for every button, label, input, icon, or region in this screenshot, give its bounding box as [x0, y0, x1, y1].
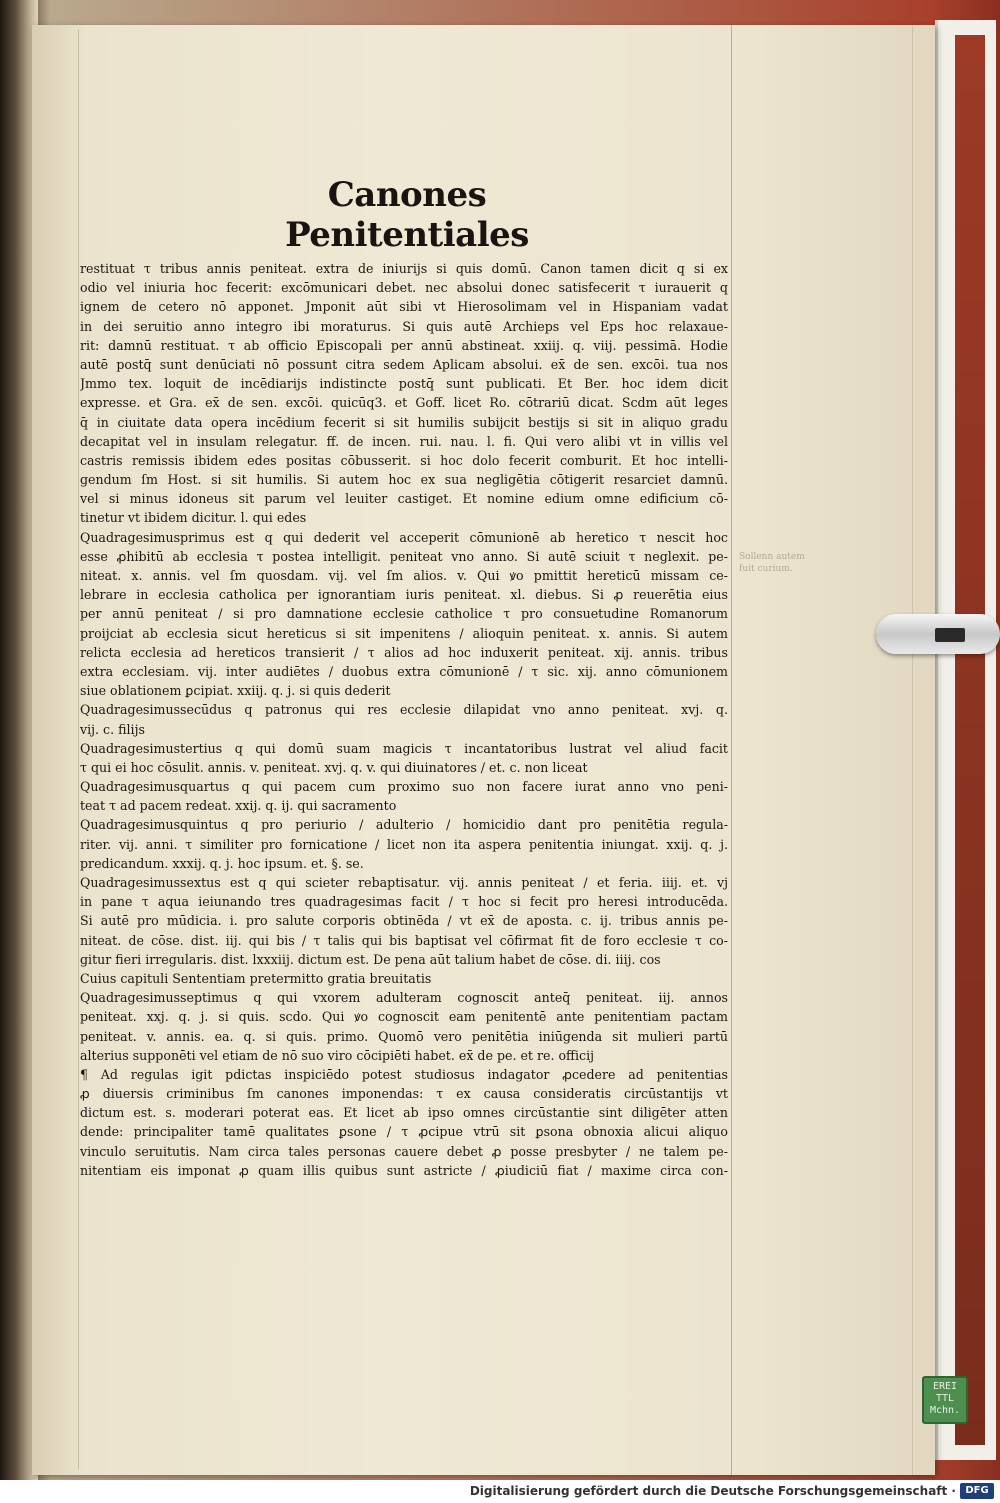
text-line: Si autē pro mūdicia. i. pro salute corporis obtinēda / vt ex̄ de aposta. c. ij. tribus annis pe-	[80, 913, 728, 929]
text-line: extra ecclesiam. vij. inter audiētes / duobus extra cōmunionē / τ sic. xij. anno cōmunionem	[80, 663, 728, 679]
page-rule-right	[731, 25, 732, 1475]
text-line: riter. vij. anni. τ similiter pro fornicatione / licet non ita aspera penitentia iniungat. xxij. q. j.	[80, 836, 728, 852]
text-line: Quadragesimusquintus q pro periurio / adulterio / homicidio dant pro penitētia regula-	[80, 817, 728, 833]
text-line: nitentiam eis imponat ꝓ quam illis quibus sunt astricte / ꝓiudiciū fiat / maxime circa con-	[80, 1162, 728, 1178]
page-rule-outer	[912, 25, 913, 1475]
text-line: in pane τ aqua ieiunando tres quadragesimas facit / τ hoc si fecit pro heresi introducēda.	[80, 894, 728, 910]
marginal-note: Sollenn autem fuit curium.	[739, 552, 805, 574]
text-line: per annū peniteat / si pro damnatione ecclesie catholice τ pro consuetudine Romanorum	[80, 606, 728, 622]
stamp-line: TTL	[935, 1393, 955, 1404]
text-line: Quadragesimusprimus est q qui dederit vel acceperit cōmunionē ab heretico τ nescit hoc	[80, 529, 728, 545]
text-line: decapitat vel in insulam relegatur. ff. de incen. rui. nau. l. fi. Qui vero alibi vt in villis vel	[80, 433, 728, 449]
text-line: vij. c. filijs	[80, 721, 145, 737]
page-text-block	[80, 259, 728, 1180]
footer-bar	[0, 1480, 1000, 1503]
text-line: vinculo seruitutis. Nam circa tales personas cauere debet ꝓ posse presbyter / ne talem pe-	[80, 1143, 728, 1159]
text-line: ignem de cetero nō apponet. Jmponit aūt sibi vt Hierosolimam vel in Hispaniam vadat	[80, 299, 728, 315]
text-line: expresse. et Gra. ex̄ de sen. excōi. quicūq3. et Goff. licet Ro. cōtrariū dicat. Scdm aūt leges	[80, 395, 728, 411]
bookmark-band	[935, 628, 965, 642]
text-line: peniteat. v. annis. ea. q. si quis. primo. Quomō vero penitētia iniūgenda sit mulieri partū	[80, 1028, 728, 1044]
text-line: ¶ Ad regulas igit pdictas inspiciēdo potest studiosus indagator ꝓcedere ad penitentias	[80, 1066, 728, 1082]
text-line: τ qui ei hoc cōsulit. annis. v. peniteat. xvj. q. v. qui diuinatores / et. c. non liceat	[80, 759, 588, 775]
text-line: niteat. x. annis. vel ſm quosdam. vij. vel ſm alios. v. Qui ꝟo pmittit hereticū missam ce-	[80, 568, 728, 583]
text-line: alterius supponēti vel etiam de nō suo viro cōcipiēti habet. ex̄ de pe. et re. officij	[80, 1047, 595, 1063]
text-line: Quadragesimusquartus q qui pacem cum proximo suo non facere iurat anno vno peni-	[80, 779, 728, 795]
text-line: gitur fieri irregularis. dist. lxxxiij. dictum est. De pena aūt talium habet de cōse. di. iiij. cos	[80, 951, 661, 967]
stamp-line: EREI	[932, 1381, 958, 1392]
text-line: Quadragesimusseptimus q qui vxorem adulteram cognoscit anteq̄ peniteat. iij. annos	[80, 990, 728, 1006]
text-line: autē postq̄ sunt denūciati nō possunt citra sedem Aplicam absolui. ex̄ de sen. excōi. tua nos	[80, 356, 728, 372]
text-line: rit: damnū restituat. τ ab officio Episcopali per annū abstineat. xxiij. q. viij. pessimā. Hodie	[80, 337, 728, 353]
text-line: proijciat ab ecclesia sicut hereticus si sit impenitens / alioquin peniteat. x. annis. Si autem	[80, 625, 728, 641]
text-line: q̄ in ciuitate data opera incēdium fecerit si sit humilis subijcit bestijs si sit in aliquo gradu	[80, 414, 728, 430]
text-line: dende: principaliter tamē qualitates ꝑsone / τ ꝓcipue vtrū sit ꝑsona obnoxia alicui aliquo	[80, 1124, 728, 1140]
text-line: teat τ ad pacem redeat. xxij. q. ij. qui sacramento	[80, 798, 397, 814]
text-line: restituat τ tribus annis peniteat. extra de iniurijs si quis domū. Canon tamen dicit q si ex	[80, 261, 728, 276]
book-cover-edge	[955, 35, 985, 1445]
dfg-logo: DFG	[960, 1483, 994, 1499]
text-line: odio vel iniuria hoc fecerit: excōmunicari debet. nec absolui donec satisfecerit τ iurauerit q	[80, 280, 728, 296]
library-stamp	[922, 1376, 968, 1424]
text-line: peniteat. xxj. q. j. si quis. scdo. Qui ꝟo cognoscit eam penitentē ante penitentiam pactam	[80, 1009, 728, 1025]
text-line: gendum ſm Host. si sit humilis. Si autem hoc ex sua negligētia cōtigerit resarciet damnū.	[80, 472, 728, 488]
text-line: lebrare in ecclesia catholica per ignorantiam iuris peniteat. xl. diebus. Si ꝓ reuerētia eius	[80, 587, 728, 603]
text-line: tinetur vt ibidem dicitur. l. qui edes	[80, 510, 307, 526]
text-line: Quadragesimussecūdus q patronus qui res ecclesie dilapidat vno anno peniteat. xvj. q.	[80, 702, 728, 718]
text-line: predicandum. xxxij. q. j. hoc ipsum. et. §. se.	[80, 855, 364, 871]
text-line: in dei seruitio anno integro ibi moraturus. Si quis autē Archieps vel Eps hoc relaxaue-	[80, 318, 728, 334]
text-line: Quadragesimustertius q qui domū suam magicis τ incantatoribus lustrat vel aliud facit	[80, 740, 728, 756]
text-line: ꝓ diuersis criminibus ſm canones imponendas: τ ex causa consideratis circūstantijs vt	[80, 1086, 728, 1102]
text-line: Jmmo tex. loquit de incēdiarijs indistincte postq̄ sunt publicati. Et Ber. hoc idem dicit	[80, 376, 728, 392]
text-line: relicta ecclesia ad hereticos transierit / τ alios ad hoc induxerit peniteat. xij. annis. tribus	[80, 644, 728, 660]
footer-credit: Digitalisierung gefördert durch die Deutsche Forschungsgemeinschaft ·	[469, 1484, 956, 1498]
text-line: esse ꝓhibitū ab ecclesia τ postea intelligit. peniteat vno anno. Si autē sciuit τ neglexit. pe-	[80, 548, 728, 564]
text-line: niteat. de cōse. dist. iij. qui bis / τ talis qui bis baptisat vel cōfirmat fit de foro ecclesie τ co-	[80, 932, 728, 948]
text-line: Quadragesimussextus est q qui scieter rebaptisatur. vij. annis peniteat / et feria. iiij. et. vj	[80, 875, 728, 890]
stamp-line: Mchn.	[929, 1405, 961, 1416]
page-headline: Canones Penitentiales	[285, 175, 529, 255]
text-line: siue oblationem ꝑcipiat. xxiij. q. j. si quis dederit	[80, 683, 391, 699]
page-rule-left	[78, 30, 79, 1470]
text-line: vel si minus idoneus sit parum vel leuiter castiget. Et nomine edium omne edificium cō-	[80, 491, 728, 507]
text-line: Cuius capituli Sententiam pretermitto gratia breuitatis	[80, 970, 432, 986]
text-line: castris remissis ibidem edes positas cōbusserit. si hoc dolo fecerit comburit. Et hoc intelli-	[80, 452, 728, 468]
text-line: dictum est. s. moderari poterat eas. Et licet ab ipso omnes circūstantie sint diligēter atten	[80, 1105, 728, 1121]
book-page	[32, 25, 935, 1475]
